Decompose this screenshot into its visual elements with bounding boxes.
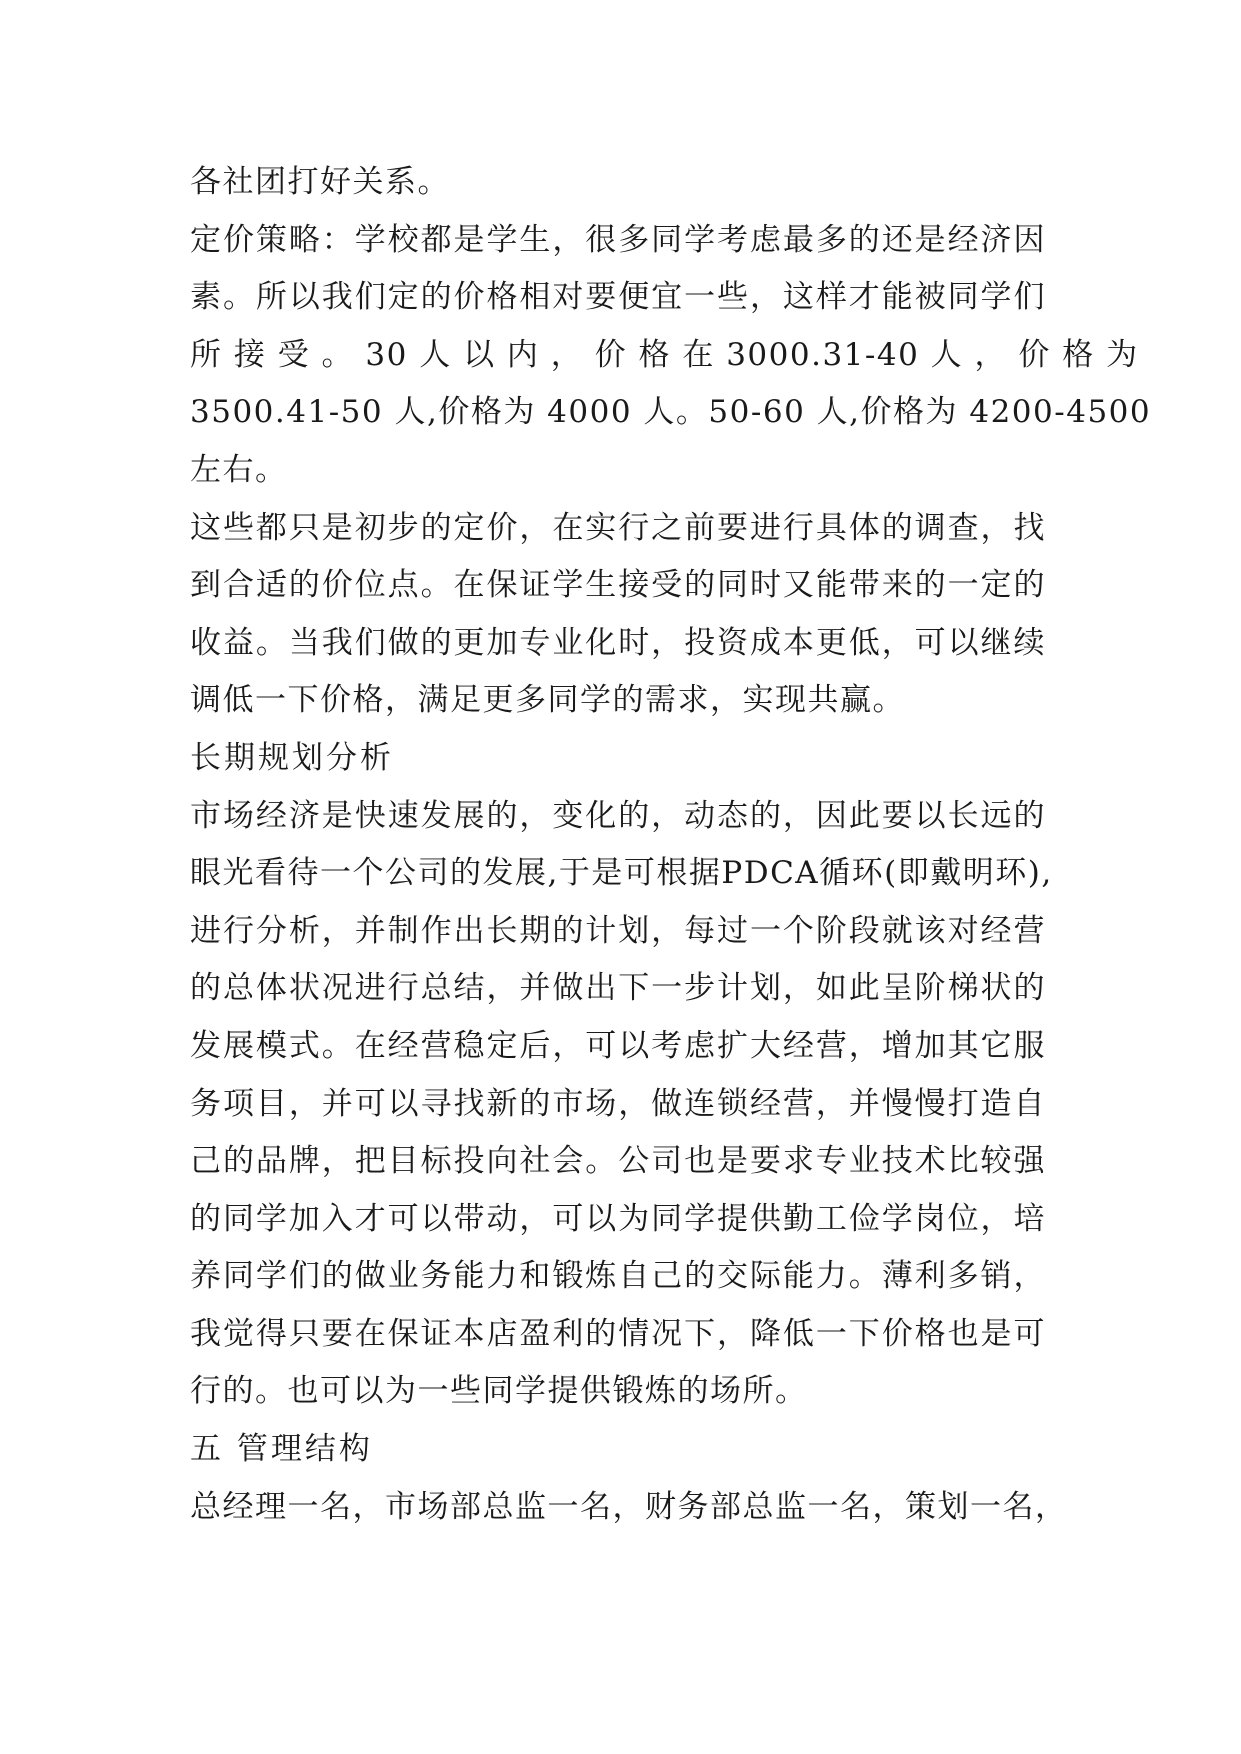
text-line: 这些都只是初步的定价，在实行之前要进行具体的调查，找 [190, 509, 1046, 546]
text-line: 行的。也可以为一些同学提供锻炼的场所。 [190, 1373, 808, 1410]
text-line: 眼光看待一个公司的发展,于是可根据PDCA循环(即戴明环), [190, 855, 1053, 892]
text-line: 我觉得只要在保证本店盈利的情况下，降低一下价格也是可 [190, 1315, 1046, 1352]
section-heading: 五 管理结构 [190, 1431, 373, 1468]
section-heading: 长期规划分析 [190, 739, 394, 776]
text-line: 总经理一名，市场部总监一名，财务部总监一名，策划一名， [190, 1488, 1068, 1525]
text-line: 养同学们的做业务能力和锻炼自己的交际能力。薄利多销， [190, 1258, 1046, 1295]
text-line: 到合适的价位点。在保证学生接受的同时又能带来的一定的 [190, 567, 1046, 604]
text-line: 发展模式。在经营稳定后，可以考虑扩大经营，增加其它服 [190, 1027, 1046, 1064]
text-line: 市场经济是快速发展的，变化的，动态的，因此要以长远的 [190, 797, 1046, 834]
text-line: 左右。 [190, 451, 288, 488]
text-line: 务项目，并可以寻找新的市场，做连锁经营，并慢慢打造自 [190, 1085, 1046, 1122]
text-line: 进行分析，并制作出长期的计划，每过一个阶段就该对经营 [190, 912, 1046, 949]
text-line: 各社团打好关系。 [190, 164, 450, 200]
text-line: 的总体状况进行总结，并做出下一步计划，如此呈阶梯状的 [190, 970, 1046, 1007]
text-line: 的同学加入才可以带动，可以为同学提供勤工俭学岗位，培 [190, 1200, 1046, 1237]
text-line: 收益。当我们做的更加专业化时，投资成本更低，可以继续 [190, 624, 1046, 661]
text-line: 定价策略：学校都是学生，很多同学考虑最多的还是经济因 [190, 221, 1046, 258]
body-text [190, 154, 1152, 1536]
text-line: 调低一下价格，满足更多同学的需求，实现共赢。 [190, 682, 905, 719]
text-line: 3500.41-50 人,价格为 4000 人。50-60 人,价格为 4200-4500 [190, 394, 1152, 431]
text-line: 素。所以我们定的价格相对要便宜一些，这样才能被同学们 [190, 279, 1046, 316]
text-line: 己的品牌，把目标投向社会。公司也是要求专业技术比较强 [190, 1143, 1046, 1180]
text-line: 所 接 受 。 30 人 以 内 ， 价 格 在 3000.31-40 人 ， 价 格 为 [190, 336, 1139, 373]
